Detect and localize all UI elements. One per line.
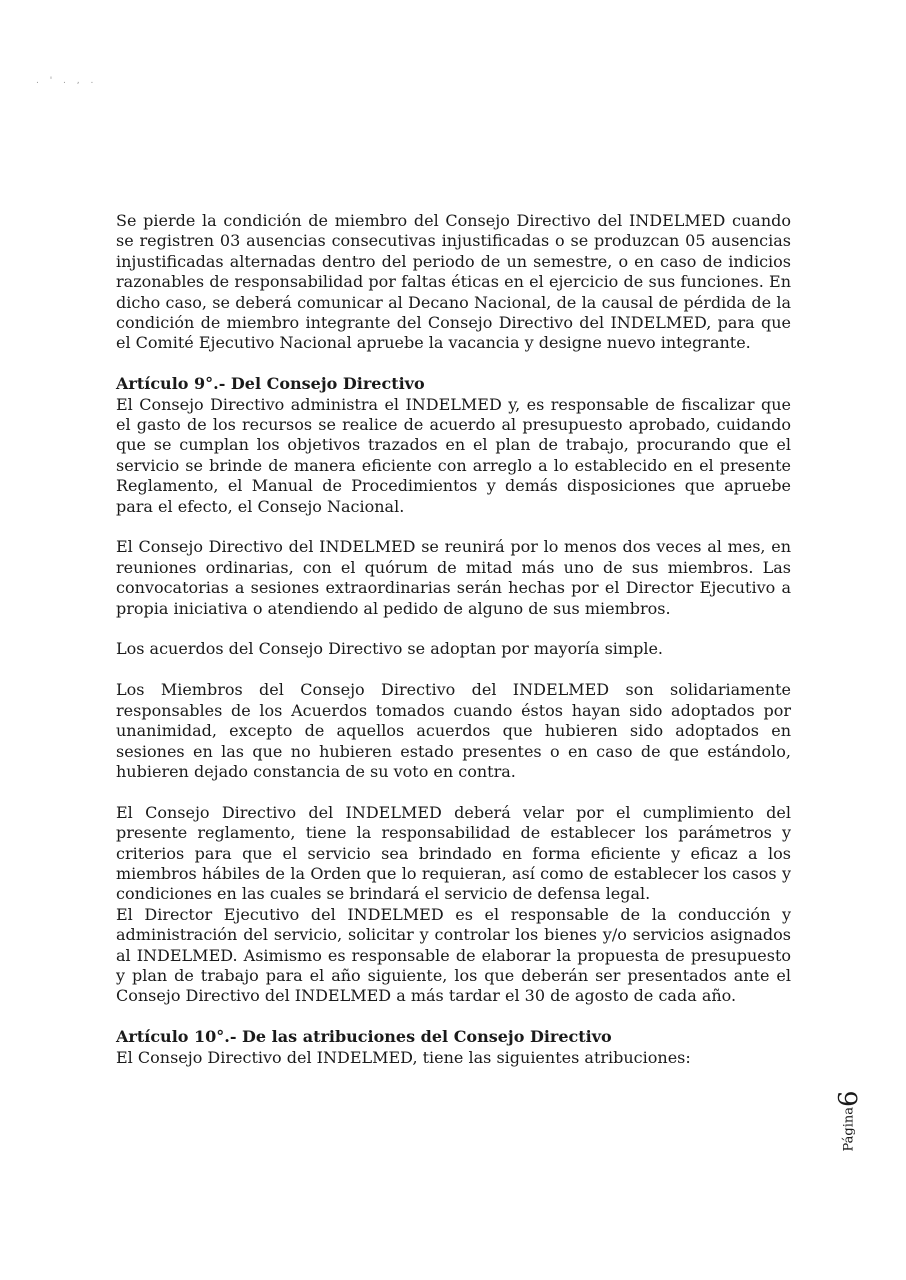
article-10-heading: Artículo 10°.- De las atribuciones del Consejo Directivo	[116, 1027, 612, 1047]
paragraph-membership-loss: Se pierde la condición de miembro del Consejo Directivo del INDELMED cuando se registren 03 ausencias consecutivas injustificadas o se produzcan 05 ausencias injustificadas alternadas dentro del periodo de un semestre, o en caso de indicios razonables de responsabilidad por faltas éticas en el ejercicio de sus funciones. En dicho caso, se deberá comunicar al Decano Nacional, de la causal de pérdida de la condición de miembro integrante del Consejo Directivo del INDELMED, para que el Comité Ejecutivo Nacional apruebe la vacancia y designe nuevo integrante.	[116, 211, 791, 353]
article-9-heading: Artículo 9°.- Del Consejo Directivo	[116, 374, 425, 394]
page-label: Página	[841, 1107, 857, 1152]
article-9-paragraph-4: Los Miembros del Consejo Directivo del INDELMED son solidariamente responsables de los Acuerdos tomados cuando éstos hayan sido adoptados por unanimidad, excepto de aquellos acuerdos que hubieren sido adoptados en sesiones en las que no hubieren estado presentes o en caso de que estándolo, hubieren dejado constancia de su voto en contra.	[116, 680, 791, 781]
scan-specks: . ' . , .	[36, 76, 98, 86]
article-9-paragraph-1: El Consejo Directivo administra el INDELMED y, es responsable de fiscalizar que el gasto de los recursos se realice de acuerdo al presupuesto aprobado, cuidando que se cumplan los objetivos trazados en el plan de trabajo, procurando que el servicio se brinde de manera eficiente con arreglo a lo establecido en el presente Reglamento, el Manual de Procedimientos y demás disposiciones que apruebe para el efecto, el Consejo Nacional.	[116, 394, 791, 516]
article-9-paragraph-2: El Consejo Directivo del INDELMED se reunirá por lo menos dos veces al mes, en reuniones ordinarias, con el quórum de mitad más uno de sus miembros. Las convocatorias a sesiones extraordinarias serán hechas por el Director Ejecutivo a propia iniciativa o atendiendo al pedido de alguno de sus miembros.	[116, 537, 791, 618]
article-10-intro: El Consejo Directivo del INDELMED, tiene las siguientes atribuciones:	[116, 1047, 691, 1067]
article-9-paragraph-3: Los acuerdos del Consejo Directivo se adoptan por mayoría simple.	[116, 639, 664, 659]
document-body	[116, 211, 791, 1068]
article-9-paragraph-5: El Consejo Directivo del INDELMED deberá velar por el cumplimiento del presente reglamento, tiene la responsabilidad de establecer los parámetros y criterios para que el servicio sea brindado en forma eficiente y eficaz a los miembros hábiles de la Orden que lo requieran, así como de establecer los casos y condiciones en las cuales se brindará el servicio de defensa legal.	[116, 802, 791, 904]
page-number-marker	[834, 1086, 864, 1156]
article-9-paragraph-6: El Director Ejecutivo del INDELMED es el responsable de la conducción y administración del servicio, solicitar y controlar los bienes y/o servicios asignados al INDELMED. Asimismo es responsable de elaborar la propuesta de presupuesto y plan de trabajo para el año siguiente, los que deberán ser presentados ante el Consejo Directivo del INDELMED a más tardar el 30 de agosto de cada año.	[116, 904, 791, 1006]
page-number: 6	[834, 1090, 864, 1108]
